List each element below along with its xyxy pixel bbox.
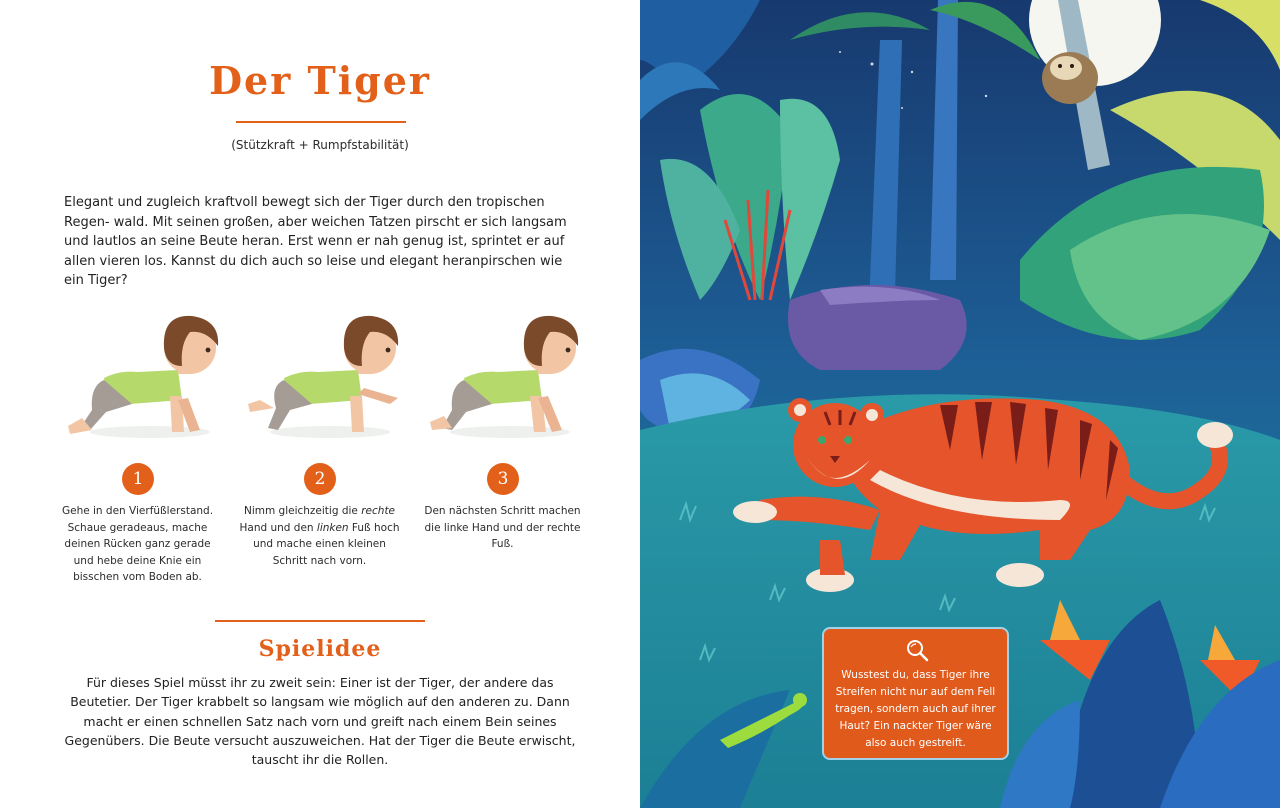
step-2-text: Nimm gleichzeitig die rechte Hand und den linken Fuß hoch und mache einen kleinen Schritt nach vorn. [239,505,400,567]
step-2-badge: 2 [304,463,336,495]
intro-paragraph: Elegant und zugleich kraftvoll bewegt sich der Tiger durch den tropischen Regen- wald. Mit seinen großen, aber weichen Tatzen pirscht er sich langsam und lautlos an seine Beute heran. Erst wenn er nah genug ist, sprintet er auf allen vieren los. Kannst du dich auch so leise und elegant heranpirschen wie ein Tiger? [64,195,567,288]
child-pose-2-illustration [240,300,405,450]
fact-text: Wusstest du, dass Tiger ihre Streifen nicht nur auf dem Fell tragen, sondern auch auf ihrer Haut? Ein nackter Tiger wäre also auch gestreift. [835,669,996,749]
child-pose-1-illustration [60,300,225,450]
page-title: Der Tiger [209,58,431,103]
child-pose-3-illustration [420,300,585,450]
game-paragraph: Für dieses Spiel müsst ihr zu zweit sein: Einer ist der Tiger, der andere das Beutetier. Der Tiger krabbelt so langsam wie möglich auf den anderen zu. Dann macht er einen schnellen Satz nach vorn und greift nach einem Bein seines Gegenübers. Die Beute versucht auszuweichen. Hat der Tiger die Beute erwischt, tauscht ihr die Rollen. [64,675,576,768]
fact-box [822,627,1009,760]
step-3-text: Den nächsten Schritt machen die linke Hand und der rechte Fuß. [424,505,581,550]
page-subtitle: (Stützkraft + Rumpfstabilität) [231,138,409,152]
right-page [640,0,1280,808]
section-divider [215,620,425,622]
title-underline [236,121,406,123]
step-3-badge: 3 [487,463,519,495]
step-1-text: Gehe in den Vierfüßlerstand. Schaue geradeaus, mache deinen Rücken ganz gerade und hebe deine Knie ein bisschen vom Boden ab. [61,505,214,583]
step-1-badge: 1 [122,463,154,495]
game-section-title: Spielidee [258,636,382,662]
magnifier-icon [904,637,930,663]
